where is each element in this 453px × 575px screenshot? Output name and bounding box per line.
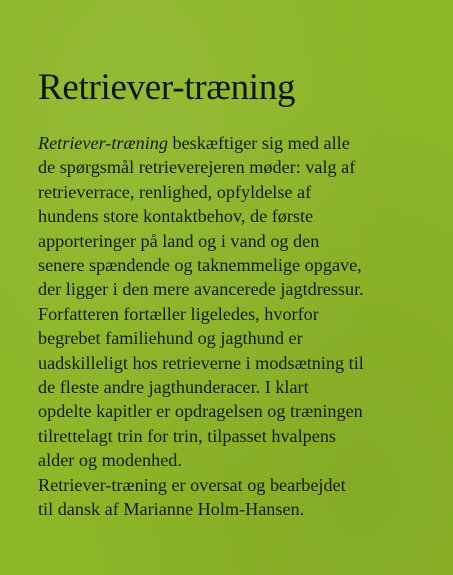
description-line: retrieverrace, renlighed, opfyldelse af bbox=[38, 181, 312, 202]
description-line: til dansk af Marianne Holm-Hansen. bbox=[38, 499, 305, 520]
description-line: alder og modenhed. bbox=[38, 450, 182, 471]
description-line: tilrettelagt trin for trin, tilpasset hvalpens bbox=[38, 425, 336, 446]
description-line: Retriever-træning er oversat og bearbejdet bbox=[38, 474, 346, 495]
description-line-rest: beskæftiger sig med alle bbox=[167, 133, 350, 153]
description-line: de fleste andre jagthunderacer. I klart bbox=[38, 377, 309, 398]
description-line: begrebet familiehund og jagthund er bbox=[38, 328, 303, 349]
description-line: senere spændende og taknemmelige opgave, bbox=[38, 255, 362, 276]
description-line: apporteringer på land og i vand og den bbox=[38, 230, 320, 251]
description-line: opdelte kapitler er opdragelsen og træningen bbox=[38, 401, 363, 422]
description-line: der ligger i den mere avancerede jagtdressur. bbox=[38, 279, 364, 300]
italic-book-title: Retriever-træning bbox=[38, 133, 168, 153]
description-line: Forfatteren fortæller ligeledes, hvorfor bbox=[38, 303, 319, 324]
book-title: Retriever-træning bbox=[38, 67, 296, 108]
book-description bbox=[38, 131, 448, 522]
description-line: uadskilleligt hos retrieverne i modsætning til bbox=[38, 352, 364, 373]
description-line bbox=[38, 131, 448, 155]
description-line: de spørgsmål retrieverejeren møder: valg af bbox=[38, 157, 356, 178]
description-line: hundens store kontaktbehov, de første bbox=[38, 206, 314, 227]
